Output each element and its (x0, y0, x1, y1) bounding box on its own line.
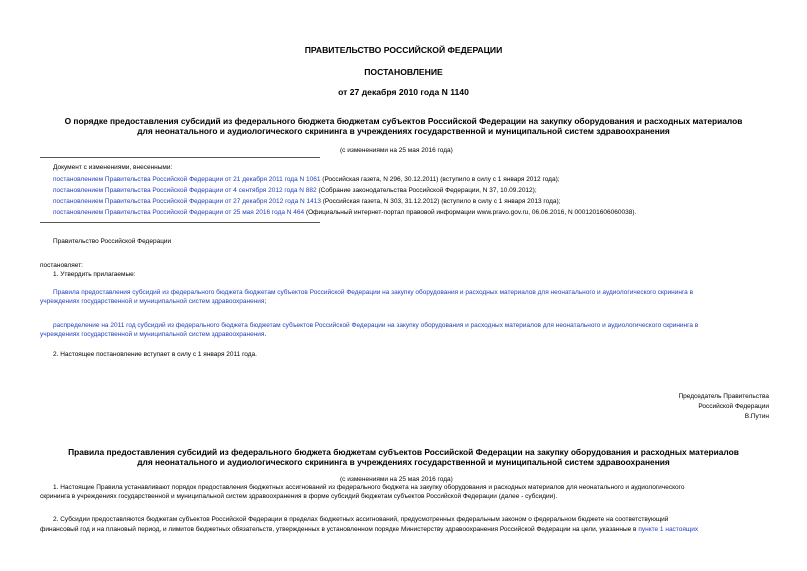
amendment-link[interactable]: постановлением Правительства Российской Федерации от 25 мая 2016 года N 464 (53, 209, 305, 216)
rules-title-line-2: для неонатального и аудиологического скрининга в учреждениях государственной и муниципальной систем здравоохранения (137, 457, 670, 467)
rules-paragraph-2-line-2 (40, 526, 698, 533)
signatory-name: В.Путин (744, 413, 769, 420)
distribution-link-line-2 (40, 331, 266, 338)
amendments-top-divider (40, 157, 320, 158)
doc-date-number: от 27 декабря 2010 года N 1140 (338, 87, 469, 97)
distribution-link-continued[interactable]: учреждениях государственной и муниципальной систем здравоохранения (40, 331, 265, 338)
rules-point-1-link[interactable]: пункте 1 настоящих (638, 526, 699, 533)
government-name: Правительство Российской Федерации (53, 238, 172, 245)
rules-link-continued[interactable]: учреждениях государственной и муниципальной систем здравоохранения (40, 298, 265, 305)
distribution-link-line-1 (53, 322, 698, 329)
rules-paragraph-2-text: финансовый год и на плановый период, и лимитов бюджетных обязательств, утвержденных в установленном порядке Министерству здравоохранения Российской Федерации на цели, указанные в (40, 526, 637, 533)
amendment-source: (Официальный интернет-портал правовой информации www.pravo.gov.ru, 06.06.2016, N 0001201606060038). (304, 209, 637, 216)
signature-block (678, 392, 769, 422)
amendment-link[interactable]: постановлением Правительства Российской Федерации от 21 декабря 2011 года N 1061 (53, 176, 321, 183)
doc-title-line-2: для неонатального и аудиологического скрининга в учреждениях государственной и муниципальной систем здравоохранения (137, 126, 670, 136)
rules-paragraph-1-line-2: скрининга в учреждениях государственной и муниципальной систем здравоохранения в форме субсидий бюджетам субъектов Российской Федерации (далее - субсидии). (40, 493, 558, 500)
resolves-text: постановляет: (40, 262, 83, 269)
rules-revision-note: (с изменениями на 25 мая 2016 года) (340, 476, 453, 483)
doc-title-line-1: О порядке предоставления субсидий из федерального бюджета бюджетам субъектов Российской Федерации на закупку оборудования и расходных материалов (64, 116, 743, 126)
punctuation: . (264, 331, 267, 338)
rules-title-line-1: Правила предоставления субсидий из федерального бюджета бюджетам субъектов Российской Федерации на закупку оборудования и расходных материалов (68, 447, 739, 457)
revision-note: (с изменениями на 25 мая 2016 года) (340, 147, 453, 154)
government-heading: ПРАВИТЕЛЬСТВО РОССИЙСКОЙ ФЕДЕРАЦИИ (304, 45, 503, 55)
amendments-bottom-divider (40, 222, 320, 223)
amendment-item (53, 176, 560, 183)
amendment-source: (Российская газета, N 303, 31.12.2012) (вступило в силу с 1 января 2013 года); (320, 198, 561, 205)
rules-paragraph-2-line-1: 2. Субсидии предоставляются бюджетам субъектов Российской Федерации в пределах бюджетных ассигнований, предусмотренных федеральным законом о федеральном бюджете на соответствующий (53, 516, 669, 523)
amendment-item (53, 198, 561, 205)
signatory-position-line-1: Председатель Правительства (678, 393, 769, 400)
rules-link-line-2 (40, 298, 266, 305)
rules-link[interactable]: Правила предоставления субсидий из федерального бюджета бюджетам субъектов Российской Федерации на закупку оборудования и расходных материалов для неонатального и аудиологического скрининга в (53, 289, 694, 296)
signatory-position-line-2: Российской Федерации (698, 403, 769, 410)
distribution-link[interactable]: распределение на 2011 год субсидий из федерального бюджета бюджетам субъектов Российской Федерации на закупку оборудования и расходных материалов для неонатального и аудиологического скрининга в (53, 322, 699, 329)
decree-item-2: 2. Настоящее постановление вступает в силу с 1 января 2011 года. (53, 351, 257, 358)
amendment-item (53, 187, 537, 194)
amendment-link[interactable]: постановлением Правительства Российской Федерации от 27 декабря 2012 года N 1413 (53, 198, 321, 205)
punctuation: ; (264, 298, 267, 305)
doc-type-heading: ПОСТАНОВЛЕНИЕ (364, 67, 443, 77)
rules-link-line-1 (53, 289, 693, 296)
amendments-intro: Документ с изменениями, внесенными: (53, 164, 173, 171)
amendment-item (53, 209, 636, 216)
amendment-source: (Собрание законодательства Российской Федерации, N 37, 10.09.2012); (316, 187, 537, 194)
rules-paragraph-1-line-1: 1. Настоящие Правила устанавливают порядок предоставления бюджетных ассигнований из федерального бюджета на закупку оборудования и расходных материалов для неонатального и аудиологического (53, 484, 685, 491)
amendment-link[interactable]: постановлением Правительства Российской Федерации от 4 сентября 2012 года N 882 (53, 187, 317, 194)
decree-item-1: 1. Утвердить прилагаемые: (53, 271, 136, 278)
amendment-source: (Российская газета, N 296, 30.12.2011) (вступило в силу с 1 января 2012 года); (320, 176, 560, 183)
